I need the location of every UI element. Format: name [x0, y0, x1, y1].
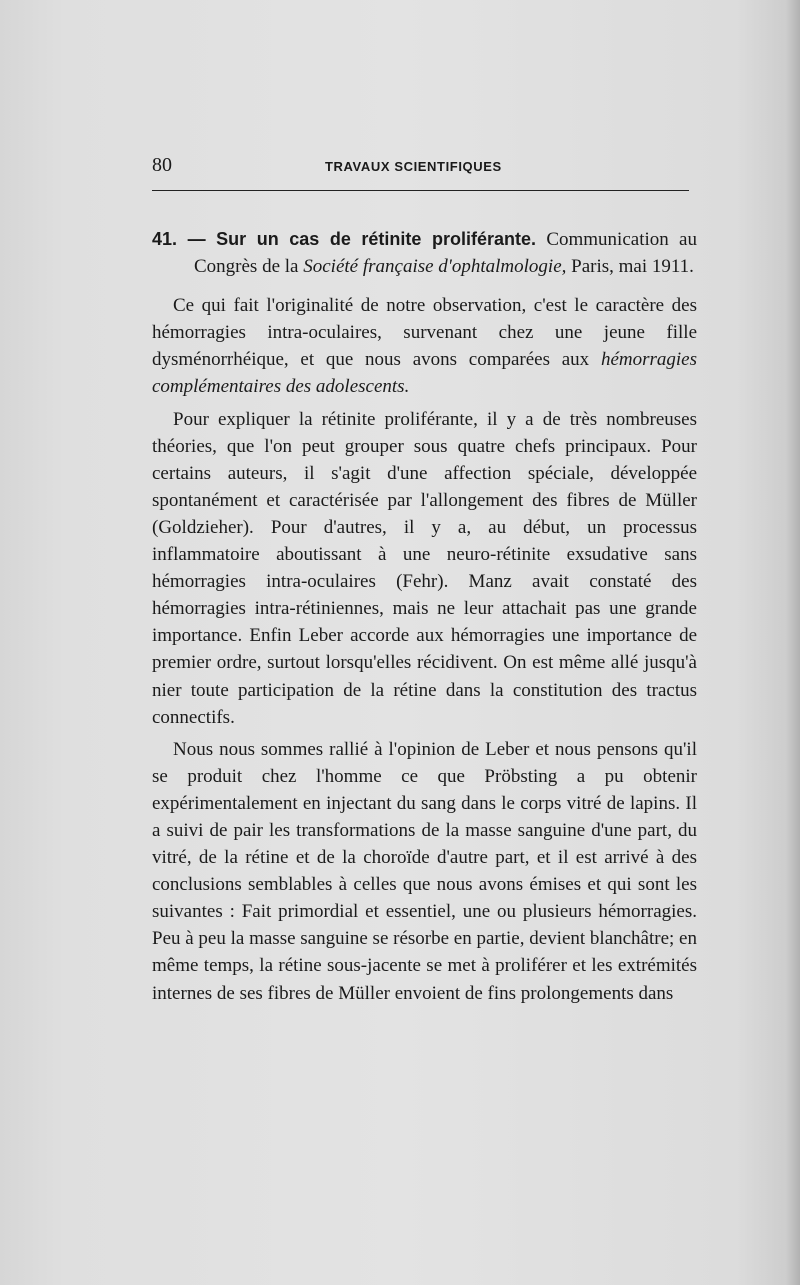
page-number: 80 [152, 154, 172, 176]
page-edge-shadow [786, 0, 800, 1285]
page-header [152, 150, 692, 180]
entry-number: 41. [152, 229, 178, 249]
body-paragraph [152, 406, 697, 731]
entry-place-date: Paris, mai 1911. [566, 256, 694, 278]
body-paragraph [152, 736, 697, 1007]
header-rule [152, 190, 689, 191]
paragraph-text: Nous nous sommes rallié à l'opinion de Leber et nous pensons qu'il se produit chez l'homme ce que Pröbsting a pu obtenir expérimentalement en injectant du sang dans le corps vitré de lapins. Il a suivi de pair les transformations de la masse sanguine d'une part, du vitré, de la rétine et de la choroïde d'autre part, et il est arrivé à des conclusions semblables à celles que nous avons émises et qui sont les suivantes : Fait primordial et essentiel, une ou plusieurs hémorragies. Peu à peu la masse sanguine se résorbe en partie, devient blanchâtre; en même temps, la rétine sous-jacente se met à proliférer et les extrémités internes de ses fibres de Müller envoient de fins prolongements dans [152, 738, 697, 1004]
running-title: TRAVAUX SCIENTIFIQUES [325, 159, 502, 174]
entry-society-name: Société française d'ophtalmologie, [303, 256, 567, 278]
paragraph-text: Ce qui fait l'originalité de notre observation, c'est le caractère des hémorragies intra-oculaires, survenant chez une jeune fille dysménorrhéique, et que nous avons comparées aux [152, 295, 697, 371]
page-body [152, 226, 697, 1007]
paragraph-italic: hémorragies complémentaires des adolescents. [152, 349, 697, 398]
entry-text: Communication au Congrès de la [194, 229, 697, 278]
entry-separator: — [177, 229, 217, 249]
bibliography-entry [152, 226, 697, 280]
paragraph-text: Pour expliquer la rétinite proliférante, il y a de très nombreuses théories, que l'on peut grouper sous quatre chefs principaux. Pour certains auteurs, il s'agit d'une affection spéciale, développée spontanément et caractérisée par l'allongement des fibres de Müller (Goldzieher). Pour d'autres, il y a, au début, un processus inflammatoire aboutissant à une neuro-rétinite exsudative sans hémorragies intra-oculaires (Fehr). Manz avait constaté des hémorragies intra-rétiniennes, mais ne leur attachait pas une grande importance. Enfin Leber accorde aux hémorragies une importance de premier ordre, surtout lorsqu'elles récidivent. On est même allé jusqu'à nier toute participation de la rétine dans la constitution des tractus connectifs. [152, 408, 697, 728]
body-paragraph [152, 292, 697, 400]
entry-title: Sur un cas de rétinite proliférante. [216, 229, 537, 249]
